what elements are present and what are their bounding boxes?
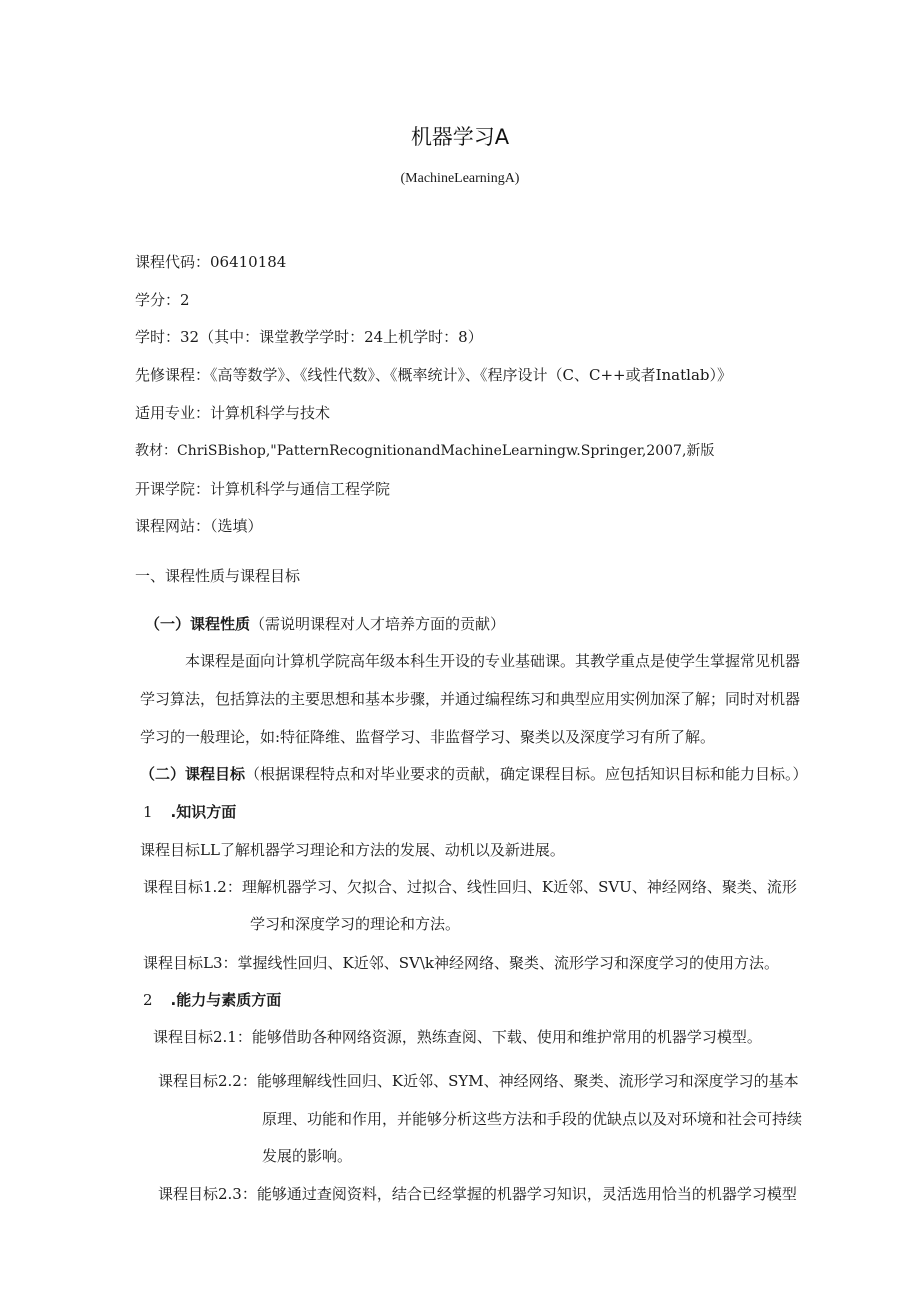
goal-1-3: 课程目标L3：掌握线性回归、K近邻、SV\k神经网络、聚类、流形学习和深度学习的使用方法。 bbox=[143, 954, 779, 972]
knowledge-heading: .知识方面 bbox=[170, 803, 237, 821]
knowledge-heading-line bbox=[143, 802, 236, 822]
goal-1-2: 课程目标1.2：理解机器学习、欠拟合、过拟合、线性回归、K近邻、SVU、神经网络、聚类、流形 bbox=[143, 878, 797, 896]
goals-note: （根据课程特点和对毕业要求的贡献，确定课程目标。应包括知识目标和能力目标。） bbox=[245, 765, 808, 783]
course-hours: 学时：32（其中：课堂教学学时：24上机学时：8） bbox=[135, 328, 483, 346]
nature-para-line-3: 学习的一般理论，如:特征降维、监督学习、非监督学习、聚类以及深度学习有所了解。 bbox=[140, 728, 716, 746]
ability-heading-line bbox=[143, 990, 281, 1010]
course-major: 适用专业：计算机科学与技术 bbox=[135, 404, 331, 422]
page-title: 机器学习A bbox=[410, 125, 510, 149]
nature-para-line-2: 学习算法，包括算法的主要思想和基本步骤，并通过编程练习和典型应用实例加深了解；同时对机器 bbox=[140, 690, 801, 708]
nature-heading-line bbox=[145, 614, 505, 634]
goal-1-2-cont: 学习和深度学习的理论和方法。 bbox=[250, 915, 461, 933]
goal-1-1: 课程目标LL了解机器学习理论和方法的发展、动机以及新进展。 bbox=[140, 841, 565, 859]
nature-note: （需说明课程对人才培养方面的贡献） bbox=[250, 615, 506, 633]
goal-2-2: 课程目标2.2：能够理解线性回归、K近邻、SYM、神经网络、聚类、流形学习和深度学习的基本 bbox=[158, 1072, 799, 1090]
nature-heading: （一）课程性质 bbox=[145, 615, 251, 633]
goals-heading-line bbox=[140, 764, 808, 784]
goals-heading: （二）课程目标 bbox=[140, 765, 246, 783]
page-subtitle: (MachineLearningA) bbox=[400, 171, 520, 186]
course-textbook: 教材：ChriSBishop,"PatternRecognitionandMachineLearningw.Springer,2007,新版 bbox=[135, 443, 715, 459]
course-school: 开课学院：计算机科学与通信工程学院 bbox=[135, 480, 391, 498]
ability-number: 2 bbox=[143, 991, 153, 1009]
course-prerequisites: 先修课程：《高等数学》、《线性代数》、《概率统计》、《程序设计（C、C++或者Inatlab）》 bbox=[135, 366, 732, 384]
course-credit: 学分：2 bbox=[135, 291, 190, 309]
nature-para-line-1: 本课程是面向计算机学院高年级本科生开设的专业基础课。其教学重点是使学生掌握常见机器 bbox=[185, 652, 801, 670]
ability-heading: .能力与素质方面 bbox=[170, 991, 282, 1009]
goal-2-2-cont-1: 原理、功能和作用，并能够分析这些方法和手段的优缺点以及对环境和社会可持续 bbox=[262, 1110, 803, 1128]
goal-2-1: 课程目标2.1：能够借助各种网络资源，熟练查阅、下载、使用和维护常用的机器学习模型。 bbox=[153, 1028, 762, 1046]
knowledge-number: 1 bbox=[143, 803, 153, 821]
section-heading: 一、课程性质与课程目标 bbox=[135, 567, 301, 585]
course-code: 课程代码：06410184 bbox=[135, 253, 287, 271]
course-website: 课程网站：（选填） bbox=[135, 517, 263, 535]
goal-2-3: 课程目标2.3：能够通过查阅资料，结合已经掌握的机器学习知识，灵活选用恰当的机器学习模型 bbox=[158, 1185, 797, 1203]
goal-2-2-cont-2: 发展的影响。 bbox=[262, 1147, 353, 1165]
